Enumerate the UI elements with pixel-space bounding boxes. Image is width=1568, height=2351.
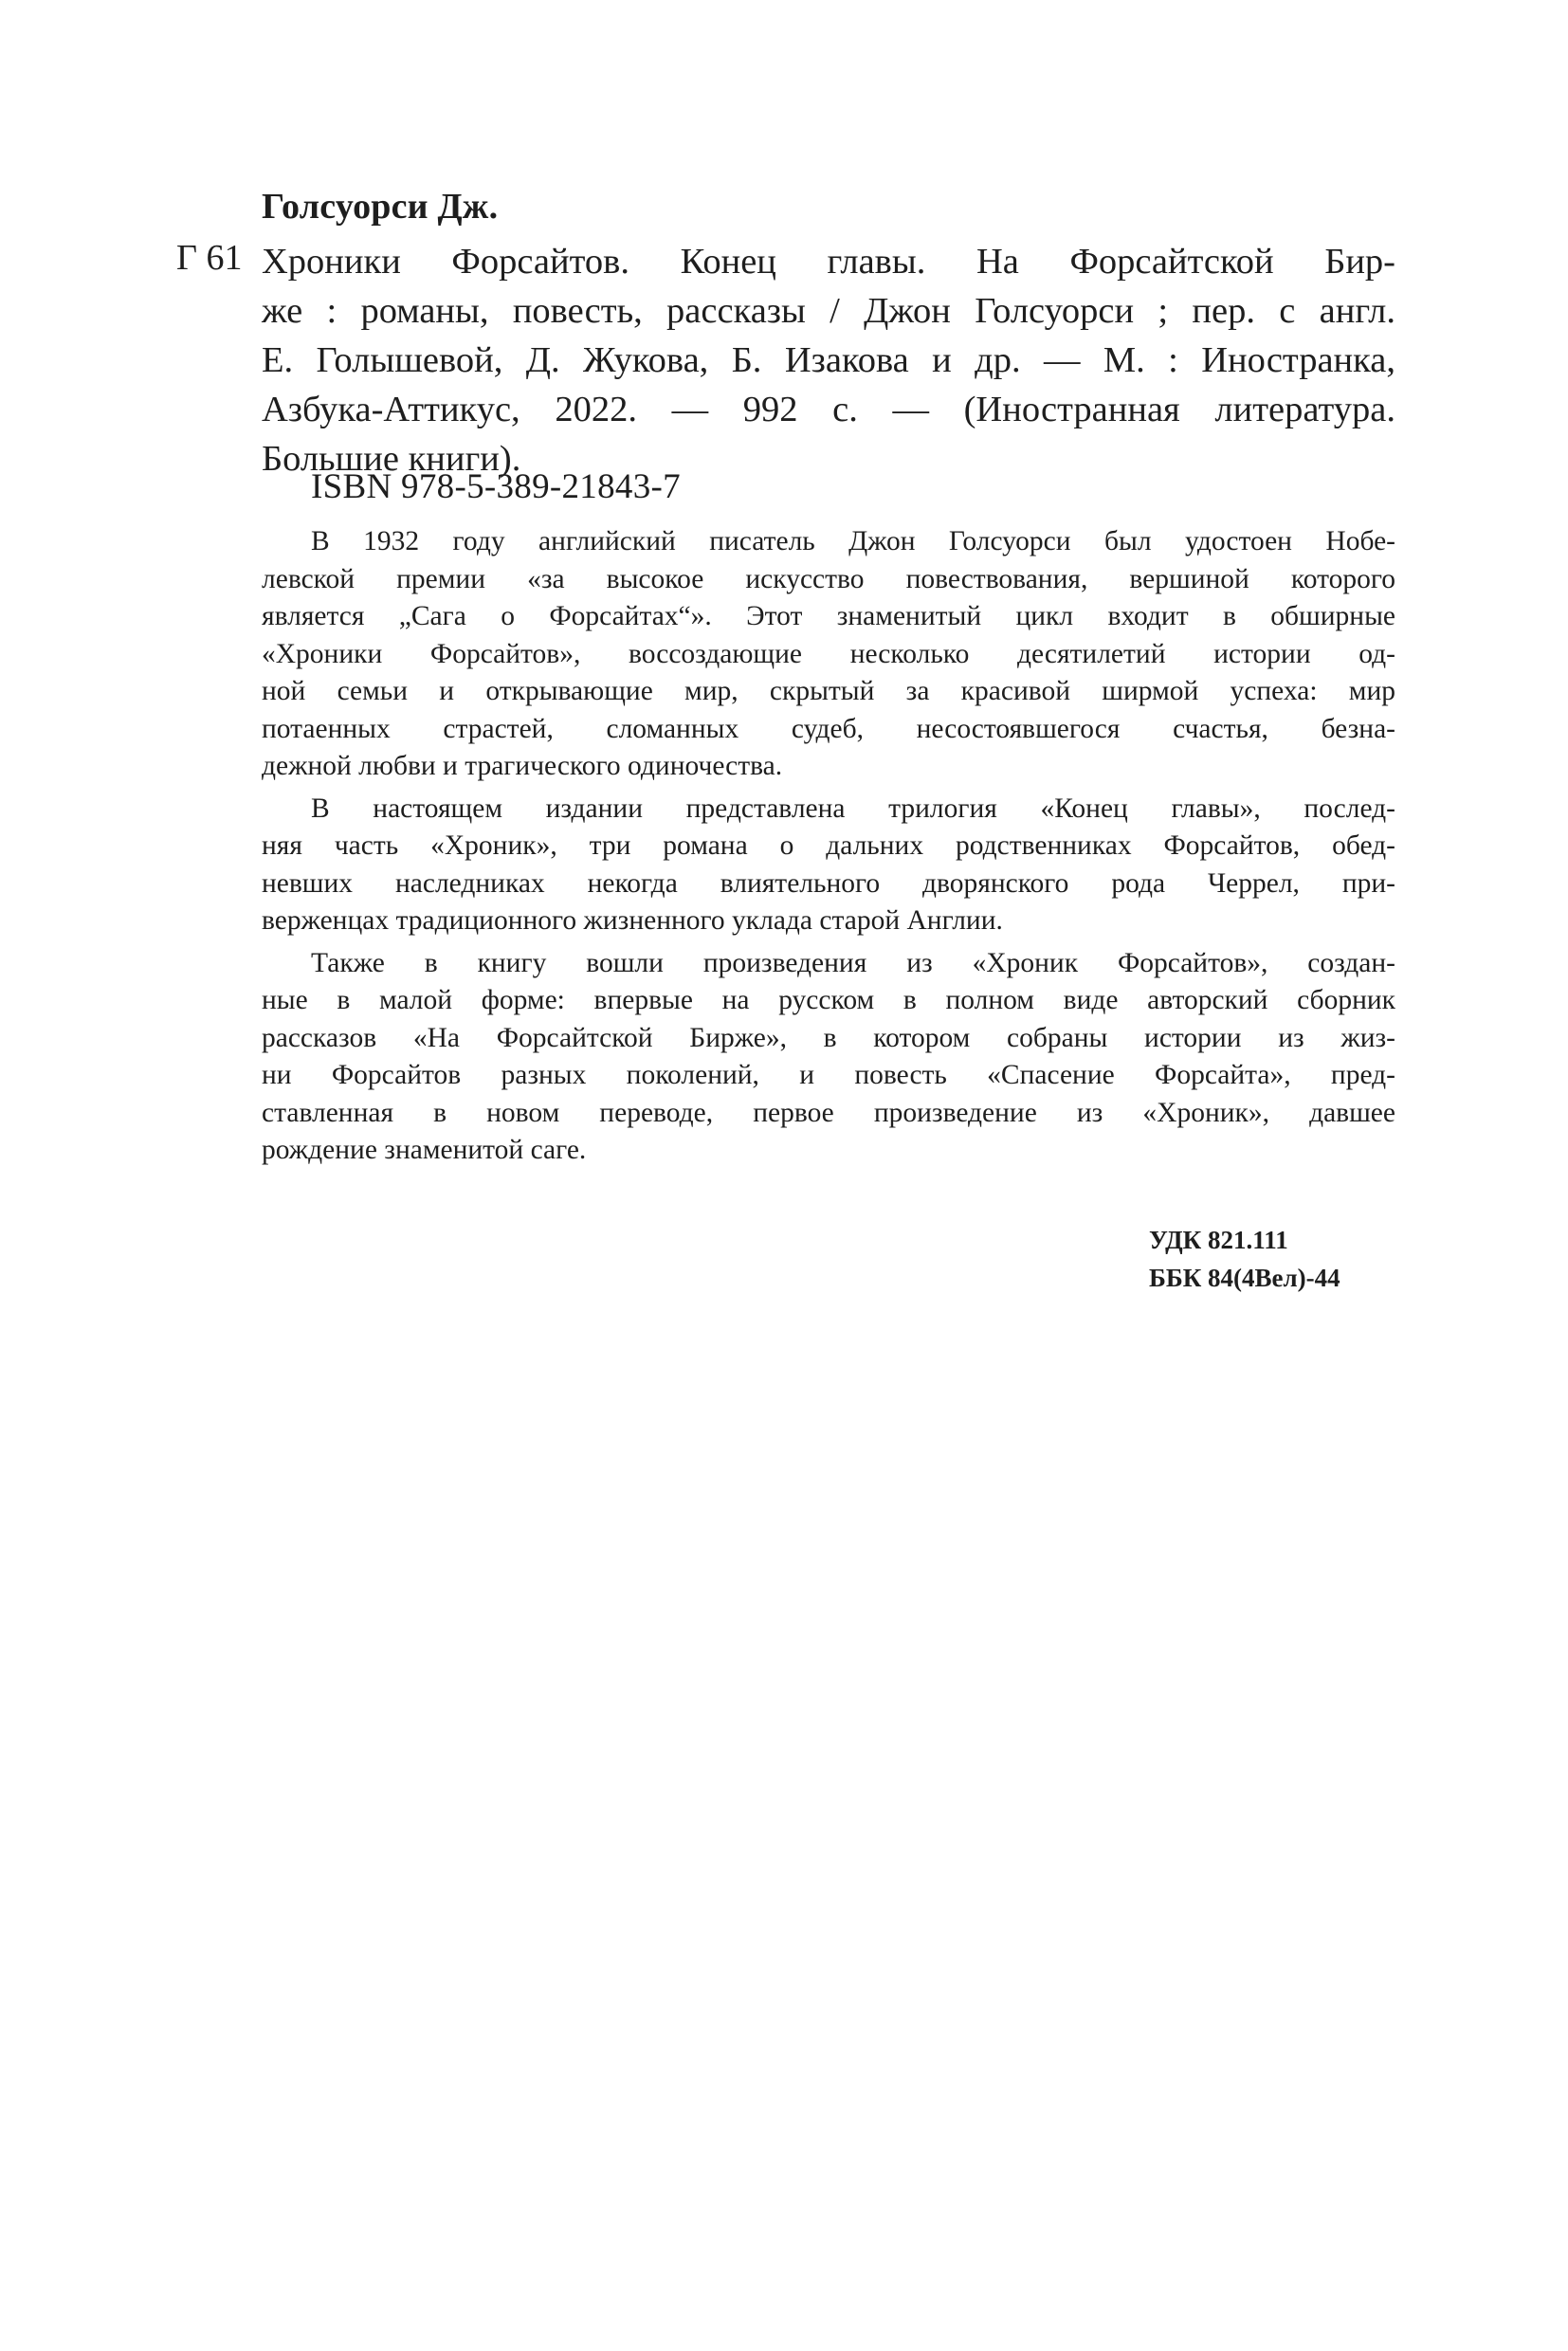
annotation-line: рассказов «На Форсайтской Бирже», в котором собраны истории из жиз- [262, 1022, 1395, 1053]
biblio-line: Хроники Форсайтов. Конец главы. На Форсайтской Бир- [262, 242, 1395, 282]
annotation-line: няя часть «Хроник», три романа о дальних родственниках Форсайтов, обед- [262, 830, 1395, 861]
biblio-line: же : романы, повесть, рассказы / Джон Голсуорси ; пер. с англ. [262, 291, 1395, 331]
annotation-line: В 1932 году английский писатель Джон Голсуорси был удостоен Нобе- [311, 526, 1395, 556]
annotation-line: ной семьи и открывающие мир, скрытый за красивой ширмой успеха: мир [262, 676, 1395, 706]
annotation-line: левской премии «за высокое искусство повествования, вершиной которого [262, 563, 1395, 594]
annotation-text [262, 523, 1395, 1170]
annotation-line: В настоящем издании представлена трилогия «Конец главы», послед- [311, 793, 1395, 824]
annotation-line: «Хроники Форсайтов», воссоздающие несколько десятилетий истории од- [262, 638, 1395, 669]
annotation-line: верженцах традиционного жизненного уклада старой Англии. [262, 905, 1003, 936]
annotation-line: невших наследниках некогда влиятельного дворянского рода Черрел, при- [262, 867, 1395, 899]
biblio-line: Азбука-Аттикус, 2022. — 992 с. — (Иностранная литература. [262, 390, 1395, 429]
biblio-line: Большие книги). [262, 439, 521, 479]
annotation-line: ни Форсайтов разных поколений, и повесть «Спасение Форсайта», пред- [262, 1060, 1395, 1090]
annotation-line: ные в малой форме: впервые на русском в полном виде авторский сборник [262, 985, 1395, 1015]
bbk-code: ББК 84(4Вел)-44 [1149, 1264, 1340, 1292]
annotation-line: рождение знаменитой саге. [262, 1135, 587, 1165]
isbn-number: ISBN 978-5-389-21843-7 [311, 467, 681, 506]
annotation-line: дежной любви и трагического одиночества. [262, 751, 783, 781]
author-heading: Голсуорси Дж. [262, 187, 499, 227]
classification-codes [1149, 1221, 1340, 1297]
annotation-line: потаенных страстей, сломанных судеб, несостоявшегося счастья, безна- [262, 713, 1395, 744]
annotation-line: Также в книгу вошли произведения из «Хроник Форсайтов», создан- [311, 947, 1395, 978]
annotation-line: является „Сага о Форсайтах“». Этот знаменитый цикл входит в обширные [262, 601, 1395, 631]
annotation-line: ставленная в новом переводе, первое произведение из «Хроник», давшее [262, 1097, 1395, 1128]
udk-code: УДК 821.111 [1149, 1226, 1288, 1254]
bibliographic-description [262, 237, 1395, 483]
author-index-code: Г 61 [176, 238, 243, 278]
biblio-line: Е. Голышевой, Д. Жукова, Б. Изакова и др. — М. : Иностранка, [262, 340, 1395, 380]
